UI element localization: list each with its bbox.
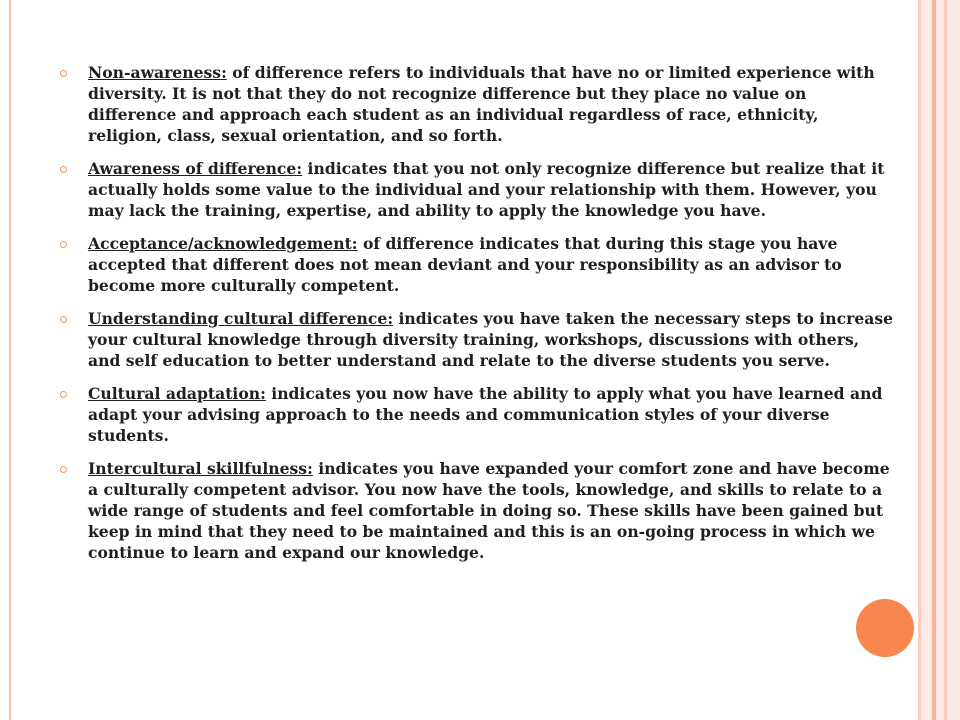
- term: Intercultural skillfulness: [88, 459, 308, 478]
- right-stripe: [918, 0, 921, 720]
- bullet-circle-icon: [60, 166, 67, 173]
- slide-content: [60, 62, 896, 575]
- term: Awareness of difference: [88, 159, 297, 178]
- right-stripe: [932, 0, 936, 720]
- term-colon: :: [296, 159, 303, 178]
- term: Cultural adaptation: [88, 384, 261, 403]
- orange-circle-decoration: [856, 599, 914, 657]
- left-border-line: [9, 0, 11, 720]
- bullet-circle-icon: [60, 466, 67, 473]
- bullet-circle-icon: [60, 316, 67, 323]
- definition: indicates you now have the ability to apply what you have learned and adapt your advising approach to the needs and communication styles of your diverse students.: [88, 384, 883, 445]
- definition: indicates that you not only recognize difference but realize that it actually holds some value to the individual and your relationship with them. However, you may lack the training, expertise, and ability to apply the knowledge you have.: [88, 159, 885, 220]
- list-item: [60, 62, 896, 146]
- definition: indicates you have expanded your comfort zone and have become a culturally competent advisor. You now have the tools, knowledge, and skills to relate to a wide range of students and feel comfortable in doing so. These skills have been gained but keep in mind that they need to be maintained and this is an on-going process in which we continue to learn and expand our knowledge.: [88, 459, 890, 562]
- definition: indicates you have taken the necessary steps to increase your cultural knowledge through diversity training, workshops, discussions with others, and self education to better understand and relate to the diverse students you serve.: [88, 309, 894, 370]
- right-stripe: [944, 0, 947, 720]
- term-colon: :: [260, 384, 266, 403]
- term: Acceptance/acknowledgement: [88, 234, 352, 253]
- term-colon: :: [351, 234, 358, 253]
- list-item: [60, 308, 896, 371]
- term: Understanding cultural difference: [88, 309, 388, 328]
- list-item: [60, 458, 896, 563]
- term-colon: :: [387, 309, 394, 328]
- bullet-circle-icon: [60, 70, 67, 77]
- definition: of difference indicates that during this stage you have accepted that different does not mean deviant and your responsibility as an advisor to become more culturally competent.: [88, 234, 842, 295]
- list-item: [60, 158, 896, 221]
- definition: of difference refers to individuals that have no or limited experience with diversity. It is not that they do not recognize difference but they place no value on difference and approach each student as an individual regardless of race, ethnicity, religion, class, sexual orientation, and so forth.: [88, 63, 875, 145]
- bullet-circle-icon: [60, 241, 67, 248]
- bullet-circle-icon: [60, 391, 67, 398]
- right-decorative-band: [918, 0, 960, 720]
- list-item: [60, 383, 896, 446]
- term-colon: :: [307, 459, 313, 478]
- bullet-list: [60, 62, 896, 563]
- list-item: [60, 233, 896, 296]
- term-colon: :: [221, 63, 227, 82]
- term: Non-awareness: [88, 63, 222, 82]
